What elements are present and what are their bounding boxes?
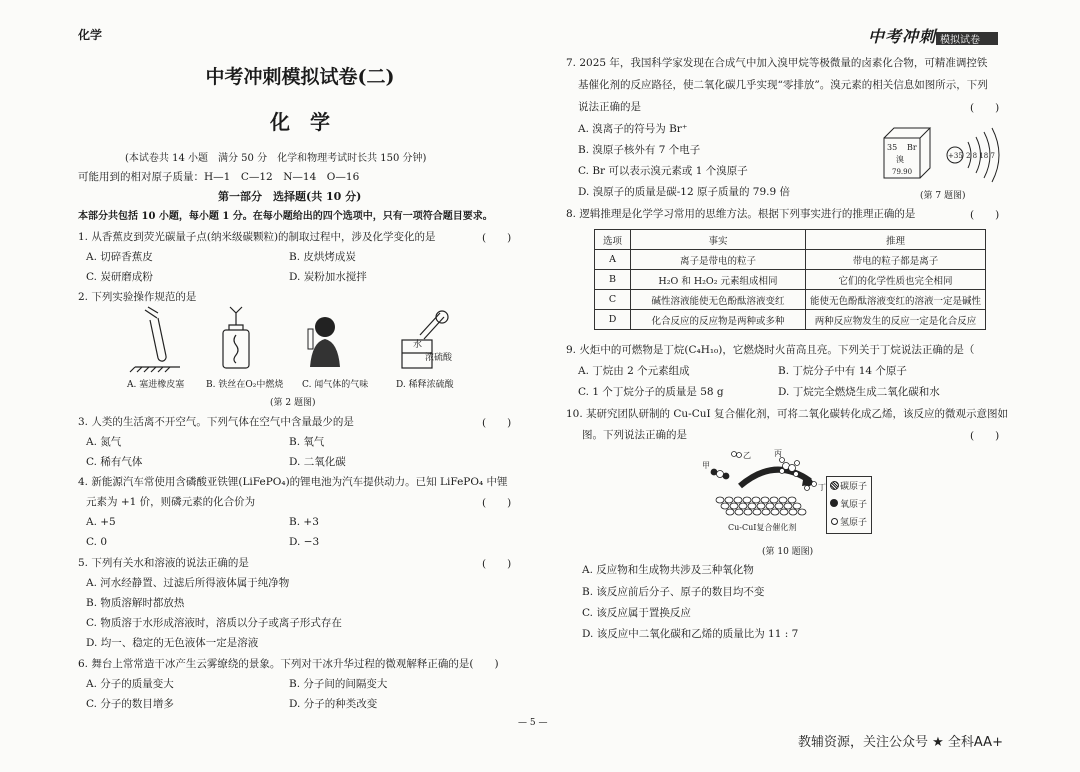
hydrogen-atom-icon (831, 518, 838, 525)
part-heading: 第一部分 选择题(共 10 分) (218, 190, 362, 203)
q9-option-b: B. 丁烷分子中有 14 个原子 (778, 365, 907, 377)
q7-stem-2: 基催化剂的反应路径，使二氧化碳几乎实现“零排放”。溴元素的相关信息如图所示，下列 (578, 79, 988, 91)
q10-option-a: A. 反应物和生成物共涉及三种氧化物 (582, 564, 754, 576)
q1-option-a: A. 切碎香蕉皮 (86, 251, 153, 263)
q4-option-a: A. +5 (86, 516, 116, 528)
subject-title: 化 学 (270, 110, 330, 134)
q3-option-b: B. 氧气 (289, 436, 325, 448)
q10-stem: 10. 某研究团队研制的 Cu-CuI 复合催化剂，可将二氧化碳转化成乙烯，该反应的微观示意图如 (566, 408, 1008, 420)
q2-option-a: A. 塞进橡皮塞 (127, 380, 185, 390)
exam-title: 中考冲刺模拟试卷(二) (205, 66, 395, 88)
legend-oxygen: 氧原子 (840, 500, 868, 510)
q1-option-c: C. 炭研磨成粉 (86, 271, 153, 283)
q10-caption: (第 10 题图) (762, 547, 814, 557)
subject-header: 化学 (78, 28, 103, 42)
q2-caption: (第 2 题图) (270, 398, 316, 408)
bromine-info-figure (880, 120, 1010, 190)
catalyst-label: Cu-CuI复合催化剂 (728, 523, 797, 532)
h2-molecule-icon (732, 452, 742, 458)
table-cell: H₂O 和 H₂O₂ 元素组成相同 (631, 270, 806, 290)
label-ding: 丁 (818, 483, 826, 492)
table-cell: 离子是带电的粒子 (631, 250, 806, 270)
q4-option-c: C. 0 (86, 536, 108, 548)
page-number: — 5 — (518, 718, 548, 728)
iron-wire-jar-icon (223, 307, 249, 368)
q8-stem: 8. 逻辑推理是化学学习常用的思维方法。根据下列事实进行的推理正确的是 (566, 208, 916, 220)
atomic-mass: 可能用到的相对原子质量：H—1 C—12 N—14 O—16 (78, 171, 360, 183)
label-jia: 甲 (702, 461, 710, 470)
q7-option-c: C. Br 可以表示溴元素或 1 个溴原子 (578, 165, 748, 177)
q1-option-b: B. 皮烘烤成炭 (289, 251, 356, 263)
q3-stem: 3. 人类的生活离不开空气。下列气体在空气中含量最少的是 (78, 416, 354, 428)
q4-option-b: B. +3 (289, 516, 319, 528)
label-acid: 浓硫酸 (425, 353, 453, 363)
q7-caption: (第 7 题图) (920, 191, 966, 201)
q5-answer-paren: ( ) (482, 558, 512, 570)
q3-answer-paren: ( ) (482, 417, 512, 429)
q1-answer-paren: ( ) (482, 232, 512, 244)
tile-number: 35 (887, 143, 898, 152)
q3-option-a: A. 氮气 (86, 436, 122, 448)
q10-answer-paren: ( ) (970, 430, 1000, 442)
table-header-cell: 推理 (805, 230, 985, 250)
smelling-gas-icon (308, 317, 340, 367)
tile-name: 溴 (896, 155, 904, 164)
table-row (595, 290, 986, 310)
q2-option-b: B. 铁丝在O₂中燃烧 (206, 380, 284, 390)
table-cell: 它们的化学性质也完全相同 (805, 270, 985, 290)
q1-option-d: D. 炭粉加水搅拌 (289, 271, 367, 283)
table-cell: D (595, 310, 631, 330)
q3-option-d: D. 二氧化碳 (289, 456, 346, 468)
q9-option-d: D. 丁烷完全燃烧生成二氧化碳和水 (778, 386, 940, 398)
q5-option-a: A. 河水经静置、过滤后所得液体属于纯净物 (86, 577, 290, 589)
q9-option-a: A. 丁烷由 2 个元素组成 (578, 365, 690, 377)
promo-text: 教辅资源，关注公众号 ★ 全科AA+ (798, 735, 1003, 750)
q10-legend (826, 476, 872, 534)
q7-stem: 7. 2025 年，我国科学家发现在合成气中加入溴甲烷等极微量的卤素化合物，可精准调控铁 (566, 57, 988, 69)
legend-carbon: 碳原子 (840, 482, 868, 492)
q7-answer-paren: ( ) (970, 102, 1000, 114)
q10-option-c: C. 该反应属于置换反应 (582, 607, 691, 619)
tile-symbol: Br (907, 143, 917, 152)
brand-title: 中考冲刺 (868, 27, 937, 46)
table-cell: 能使无色酚酞溶液变红的溶液一定是碱性 (805, 290, 985, 310)
table-header-cell: 事实 (631, 230, 806, 250)
table-cell: A (595, 250, 631, 270)
brand-tag: 模拟试卷 (940, 35, 980, 46)
co2-molecule-icon (711, 469, 729, 479)
q10-option-b: B. 该反应前后分子、原子的数目均不变 (582, 586, 765, 598)
q5-option-d: D. 均一、稳定的无色液体一定是溶液 (86, 637, 259, 649)
q8-table (594, 229, 986, 330)
exam-notice: (本试卷共 14 小题 满分 50 分 化学和物理考试时长共 150 分钟) (125, 153, 427, 164)
table-cell: B (595, 270, 631, 290)
q4-answer-paren: ( ) (482, 497, 512, 509)
table-row (595, 250, 986, 270)
q10-option-d: D. 该反应中二氧化碳和乙烯的质量比为 11 : 7 (582, 628, 799, 640)
tile-mass: 79.90 (892, 168, 913, 176)
q6-stem: 6. 舞台上常常造干冰产生云雾缭绕的景象。下列对干冰升华过程的微观解释正确的是( ) (78, 658, 499, 670)
table-cell: 带电的粒子都是离子 (805, 250, 985, 270)
table-cell: 碱性溶液能使无色酚酞溶液变红 (631, 290, 806, 310)
carbon-atom-icon (830, 481, 839, 490)
q9-stem: 9. 火炬中的可燃物是丁烷(C₄H₁₀)，它燃烧时火苗高且亮。下列关于丁烷说法正确的是（ (566, 344, 975, 356)
q4-stem-2: 元素为 +1 价，则磷元素的化合价为 (86, 496, 256, 508)
q2-stem: 2. 下列实验操作规范的是 (78, 291, 197, 303)
part-description: 本部分共包括 10 小题，每小题 1 分。在每小题给出的四个选项中，只有一项符合题目要求。 (78, 211, 493, 222)
brand-logo (868, 24, 1008, 46)
table-cell: 两种反应物发生的反应一定是化合反应 (805, 310, 985, 330)
test-tube-stopper-icon (130, 307, 180, 372)
q7-option-a: A. 溴离子的符号为 Br⁺ (578, 123, 688, 135)
label-water: 水 (413, 340, 423, 350)
table-header-row (595, 230, 986, 250)
legend-hydrogen: 氢原子 (840, 518, 868, 528)
q1-stem: 1. 从香蕉皮到荧光碳量子点(纳米级碳颗粒)的制取过程中，涉及化学变化的是 (78, 231, 436, 243)
q8-answer-paren: ( ) (970, 209, 1000, 221)
q6-option-d: D. 分子的种类改变 (289, 698, 378, 710)
q9-option-c: C. 1 个丁烷分子的质量是 58 g (578, 386, 724, 398)
label-bing: 丙 (774, 449, 782, 458)
q7-option-b: B. 溴原子核外有 7 个电子 (578, 144, 701, 156)
q6-option-c: C. 分子的数目增多 (86, 698, 174, 710)
q4-option-d: D. −3 (289, 536, 320, 548)
water-molecule-icon (804, 478, 817, 491)
oxygen-atom-icon (830, 499, 838, 507)
q2-figure (120, 305, 480, 375)
q2-option-d: D. 稀释浓硫酸 (396, 380, 454, 390)
q5-option-b: B. 物质溶解时都放热 (86, 597, 185, 609)
table-row (595, 310, 986, 330)
q4-stem: 4. 新能源汽车常使用含磷酸亚铁锂(LiFePO₄)的锂电池为汽车提供动力。已知 LiFePO₄ 中锂 (78, 476, 508, 488)
nucleus-charge: +35 (948, 152, 963, 160)
q5-option-c: C. 物质溶于水形成溶液时，溶质以分子或离子形式存在 (86, 617, 342, 629)
q7-stem-3: 说法正确的是 (578, 101, 641, 113)
label-yi: 乙 (743, 451, 751, 460)
q5-stem: 5. 下列有关水和溶液的说法正确的是 (78, 557, 249, 569)
q7-option-d: D. 溴原子的质量是碳-12 原子质量的 79.9 倍 (578, 186, 791, 198)
catalyst-surface-icon (716, 497, 806, 515)
q10-stem-2: 图。下列说法正确的是 (582, 429, 687, 441)
table-cell: C (595, 290, 631, 310)
table-header-cell: 选项 (595, 230, 631, 250)
q6-option-a: A. 分子的质量变大 (86, 678, 174, 690)
q6-option-b: B. 分子间的间隔变大 (289, 678, 388, 690)
electron-shells: 2 8 18 7 (966, 152, 995, 160)
q3-option-c: C. 稀有气体 (86, 456, 143, 468)
q2-option-c: C. 闻气体的气味 (302, 380, 369, 390)
table-row (595, 270, 986, 290)
table-cell: 化合反应的反应物是两种或多种 (631, 310, 806, 330)
